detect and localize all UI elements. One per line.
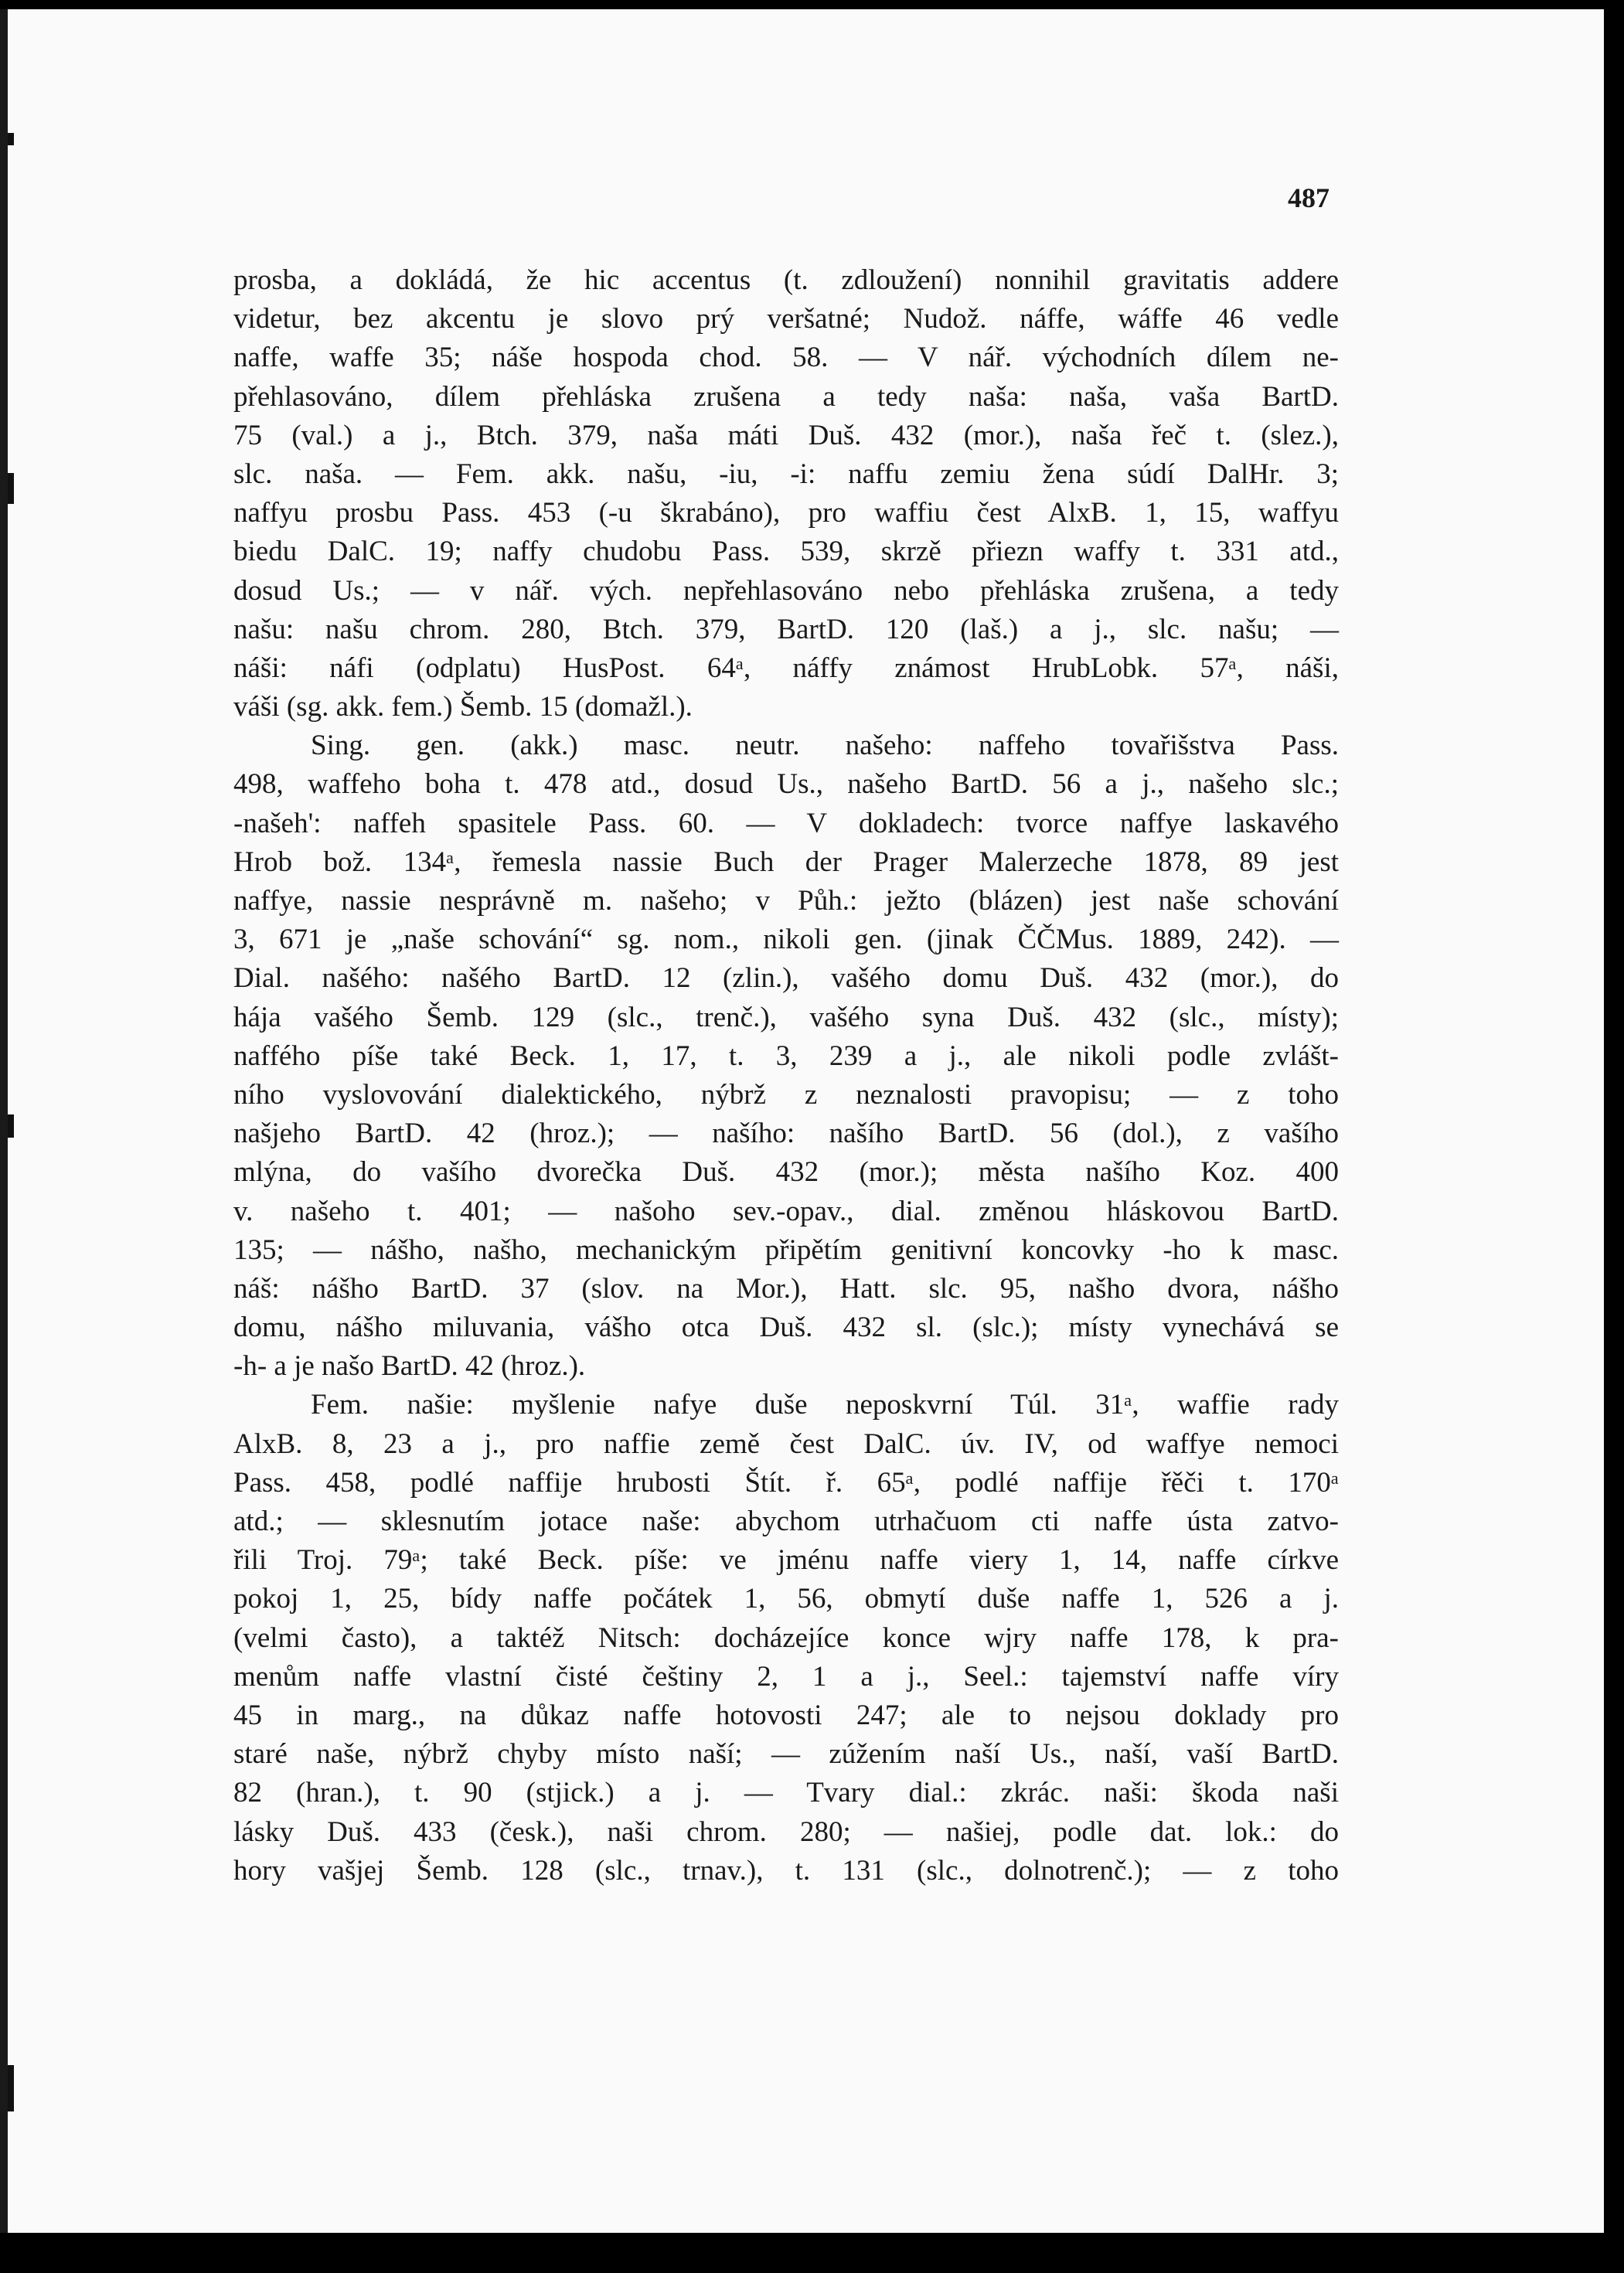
- dictionary-text: [233, 261, 1339, 1890]
- text-line: naffyu prosbu Pass. 453 (-u škrabáno), pro waffiu čest AlxB. 1, 15, waffyu: [233, 497, 1339, 529]
- text-line: přehlasováno, dílem přehláska zrušena a tedy naša: naša, vaša BartD.: [233, 380, 1339, 413]
- text-line: mlýna, do vašího dvorečka Duš. 432 (mor.); města našího Koz. 400: [233, 1156, 1339, 1189]
- text-line: Fem. našie: myšlenie nafye duše neposkvrní Túl. 31ᵃ, waffie rady: [311, 1389, 1339, 1421]
- text-line: 135; — nášho, našho, mechanickým připětím genitivní koncovky -ho k masc.: [233, 1233, 1339, 1266]
- binding-edge: [0, 9, 8, 2233]
- text-line: Hrob bož. 134ᵃ, řemesla nassie Buch der Prager Malerzeche 1878, 89 jest: [233, 846, 1339, 878]
- text-line: -našeh': naffeh spasitele Pass. 60. — V dokladech: tvorce naffye laskavého: [233, 807, 1339, 839]
- text-line: Dial. našého: našého BartD. 12 (zlin.), vašého domu Duš. 432 (mor.), do: [233, 962, 1339, 995]
- text-line: řili Troj. 79ᵃ; také Beck. píše: ve jménu naffe viery 1, 14, naffe církve: [233, 1544, 1339, 1577]
- text-line: 3, 671 je „naše schování“ sg. nom., nikoli gen. (jinak ČČMus. 1889, 242). —: [233, 924, 1339, 956]
- text-line: staré naše, nýbrž chyby místo naší; — zúžením naší Us., naší, vaší BartD.: [233, 1738, 1339, 1771]
- text-line: náš: nášho BartD. 37 (slov. na Mor.), Hatt. slc. 95, našho dvora, nášho: [233, 1272, 1339, 1305]
- text-line: dosud Us.; — v nář. vých. nepřehlasováno nebo přehláska zrušena, a tedy: [233, 574, 1339, 607]
- text-line: Sing. gen. (akk.) masc. neutr. našeho: naffeho tovařišstva Pass.: [311, 730, 1339, 762]
- text-line: AlxB. 8, 23 a j., pro naffie země čest DalC. úv. IV, od waffye nemoci: [233, 1427, 1339, 1460]
- text-line: -h- a je našo BartD. 42 (hroz.).: [233, 1350, 586, 1383]
- text-line: našu: našu chrom. 280, Btch. 379, BartD. 120 (laš.) a j., slc. našu; —: [233, 613, 1339, 645]
- text-line: videtur, bez akcentu je slovo prý veršatné; Nudož. náffe, wáffe 46 vedle: [233, 303, 1339, 335]
- text-line: v. našeho t. 401; — našoho sev.-opav., dial. změnou hláskovou BartD.: [233, 1195, 1339, 1227]
- text-line: domu, nášho miluvania, vášho otca Duš. 432 sl. (slc.); místy vynechává se: [233, 1312, 1339, 1344]
- book-page: [0, 9, 1604, 2233]
- text-line: (velmi často), a taktéž Nitsch: docházejíce konce wjry naffe 178, k pra-: [233, 1621, 1339, 1654]
- text-line: 75 (val.) a j., Btch. 379, naša máti Duš. 432 (mor.), naša řeč t. (slez.),: [233, 419, 1339, 451]
- text-line: naffe, waffe 35; náše hospoda chod. 58. — V nář. východních dílem ne-: [233, 342, 1339, 374]
- text-line: prosba, a dokládá, že hic accentus (t. zdloužení) nonnihil gravitatis addere: [233, 264, 1339, 296]
- text-line: naffye, nassie nesprávně m. našeho; v Půh.: ježto (blázen) jest naše schování: [233, 885, 1339, 917]
- text-line: atd.; — sklesnutím jotace naše: abychom utrhačuom cti naffe ústa zatvo-: [233, 1506, 1339, 1537]
- text-line: našjeho BartD. 42 (hroz.); — našího: našího BartD. 56 (dol.), z vašího: [233, 1118, 1339, 1150]
- text-line: pokoj 1, 25, bídy naffe počátek 1, 56, obmytí duše naffe 1, 526 a j.: [233, 1583, 1339, 1615]
- page-number: 487: [1288, 182, 1330, 213]
- text-line: hory vašjej Šemb. 128 (slc., trnav.), t. 131 (slc., dolnotrenč.); — z toho: [233, 1854, 1339, 1887]
- text-line: ního vyslovování dialektického, nýbrž z neznalosti pravopisu; — z toho: [233, 1078, 1339, 1111]
- text-line: 45 in marg., na důkaz naffe hotovosti 247; ale to nejsou doklady pro: [233, 1699, 1339, 1731]
- edge-mark: [8, 133, 14, 145]
- text-line: lásky Duš. 433 (česk.), naši chrom. 280; — našiej, podle dat. lok.: do: [233, 1815, 1339, 1848]
- edge-mark: [8, 2065, 14, 2111]
- text-line: biedu DalC. 19; naffy chudobu Pass. 539, skrzě přiezn waffy t. 331 atd.,: [233, 536, 1339, 568]
- edge-mark: [8, 1114, 14, 1138]
- edge-mark: [8, 473, 14, 504]
- text-line: naffého píše také Beck. 1, 17, t. 3, 239 a j., ale nikoli podle zvlášt-: [233, 1040, 1339, 1072]
- text-line: menům naffe vlastní čisté češtiny 2, 1 a j., Seel.: tajemství naffe víry: [233, 1660, 1339, 1693]
- text-line: hája vašého Šemb. 129 (slc., trenč.), vašého syna Duš. 432 (slc., místy);: [233, 1001, 1339, 1033]
- text-line: náši: náfi (odplatu) HusPost. 64ᵃ, náffy známost HrubLobk. 57ᵃ, náši,: [233, 652, 1339, 684]
- text-line: váši (sg. akk. fem.) Šemb. 15 (domažl.).: [233, 691, 693, 723]
- text-line: slc. naša. — Fem. akk. našu, -iu, -i: naffu zemiu žena súdí DalHr. 3;: [233, 458, 1339, 490]
- text-line: 82 (hran.), t. 90 (stjick.) a j. — Tvary dial.: zkrác. naši: škoda naši: [233, 1777, 1339, 1809]
- text-line: Pass. 458, podlé naffije hrubosti Štít. ř. 65ᵃ, podlé naffije řěči t. 170ᵃ: [233, 1466, 1339, 1499]
- text-line: 498, waffeho boha t. 478 atd., dosud Us., našeho BartD. 56 a j., našeho slc.;: [233, 768, 1339, 801]
